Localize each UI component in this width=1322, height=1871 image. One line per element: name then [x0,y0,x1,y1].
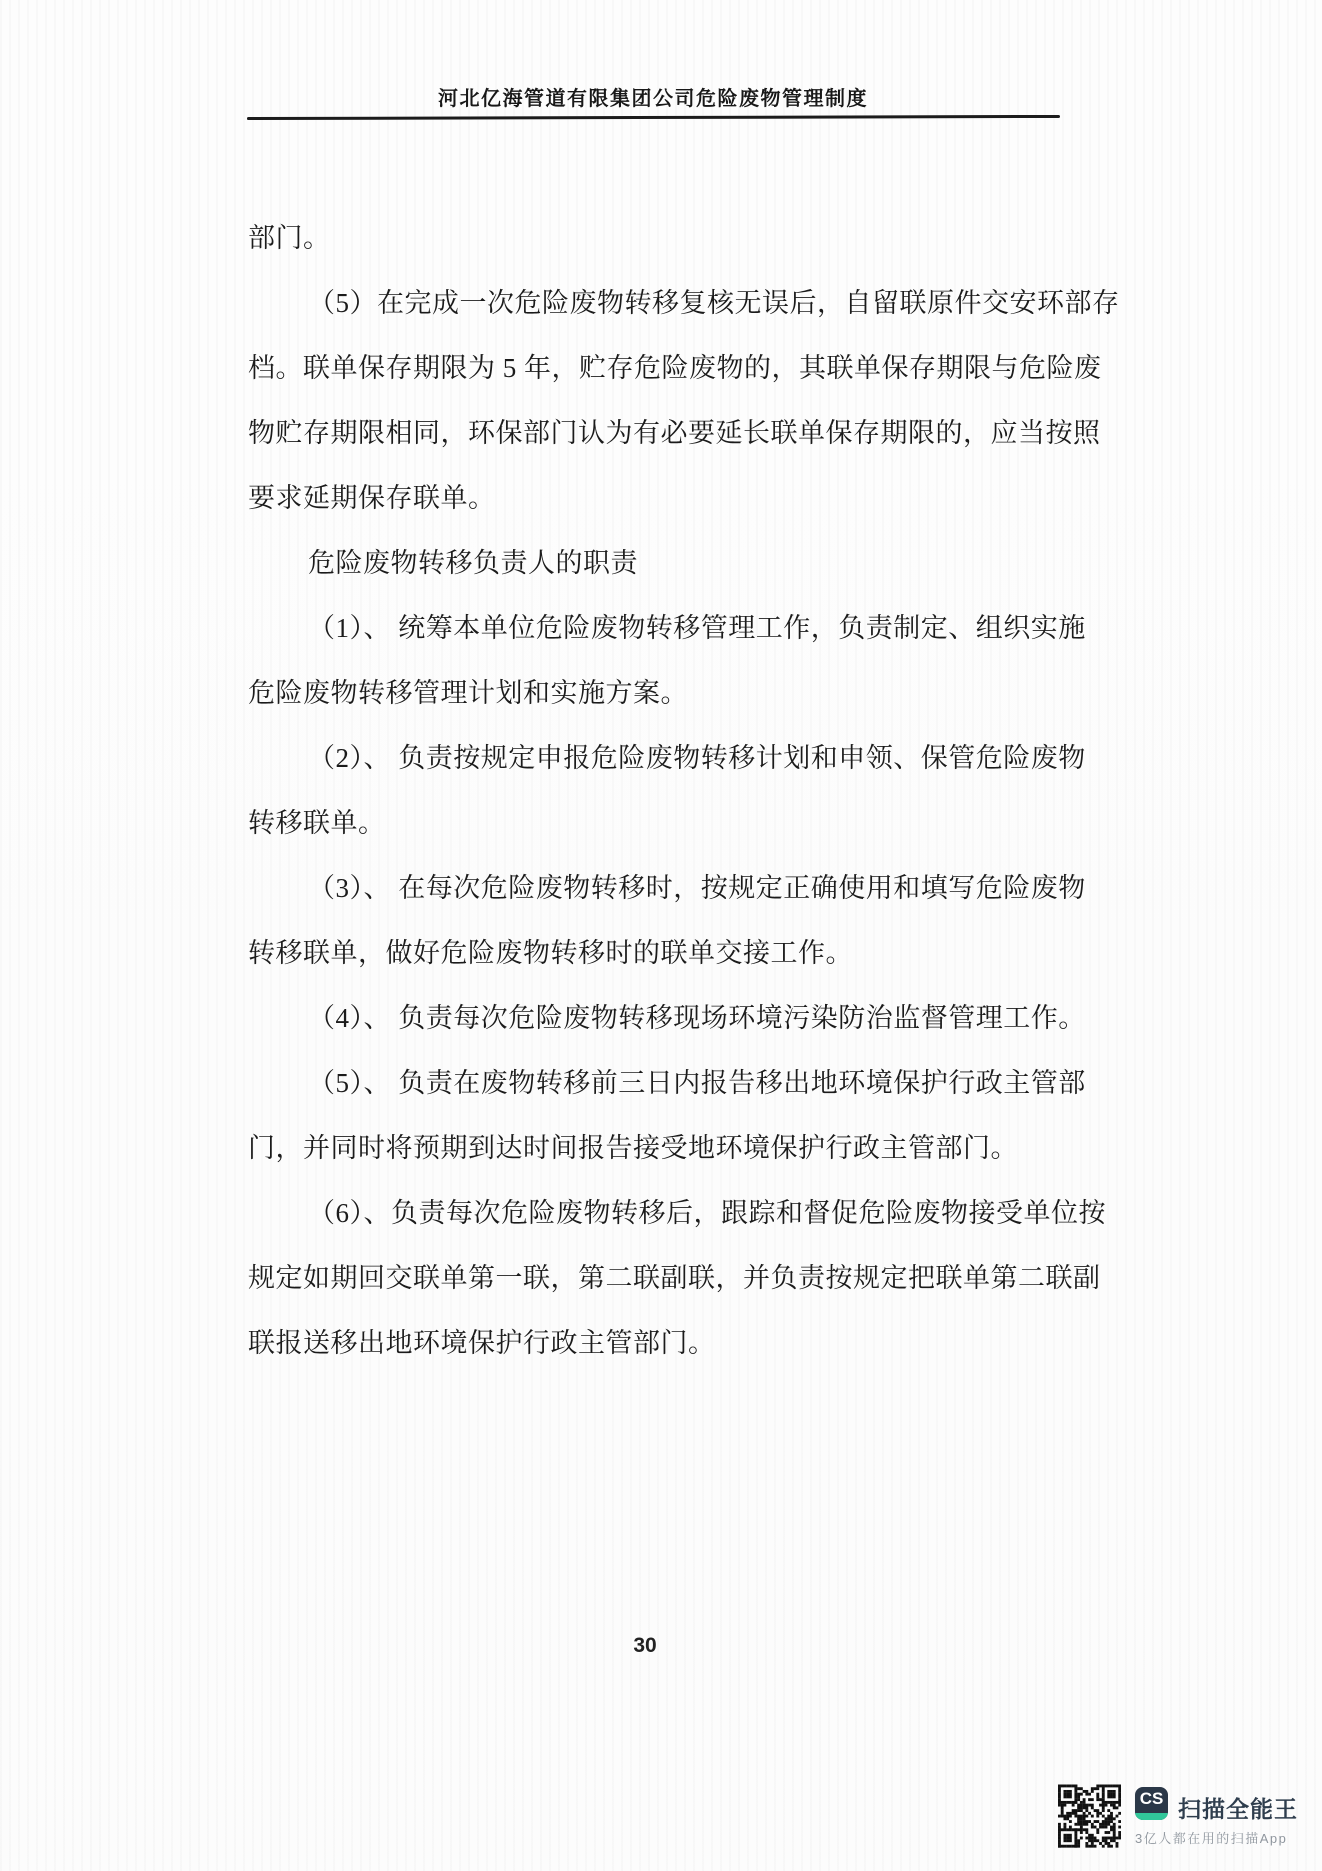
document-body [248,206,1122,1376]
camscanner-logo-icon [1135,1787,1168,1820]
text-line: 转移联单，做好危险废物转移时的联单交接工作。 [248,938,853,968]
qr-code-icon [1058,1783,1121,1849]
text-line: 档。联单保存期限为 5 年，贮存危险废物的，其联单保存期限与危险废 [248,353,1102,383]
text-line: （4）、 负责每次危险废物转移现场环境污染防治监督管理工作。 [308,1003,1086,1033]
text-line: （2）、 负责按规定申报危险废物转移计划和申领、保管危险废物 [308,743,1086,773]
header-rule-line [247,115,1060,120]
page-number: 30 [633,1634,657,1657]
text-line: （5）在完成一次危险废物转移复核无误后，自留联原件交安环部存 [308,288,1120,318]
text-line: 物贮存期限相同，环保部门认为有必要延长联单保存期限的，应当按照 [248,418,1101,448]
text-line: 危险废物转移负责人的职责 [308,548,638,578]
text-line: 转移联单。 [248,808,386,838]
camscanner-watermark [1058,1783,1298,1853]
text-line: （6）、负责每次危险废物转移后，跟踪和督促危险废物接受单位按 [308,1198,1106,1228]
camscanner-logo-accent-bar [1135,1813,1168,1820]
text-line: 部门。 [248,223,331,253]
camscanner-tagline: 3亿人都在用的扫描App [1135,1831,1288,1846]
page-header-title: 河北亿海管道有限集团公司危险废物管理制度 [438,88,868,110]
camscanner-app-name: 扫描全能王 [1178,1796,1298,1822]
text-line: （3）、 在每次危险废物转移时，按规定正确使用和填写危险废物 [308,873,1086,903]
text-line: 危险废物转移管理计划和实施方案。 [248,678,688,708]
text-line: （1）、 统筹本单位危险废物转移管理工作，负责制定、组织实施 [308,613,1086,643]
text-line: 联报送移出地环境保护行政主管部门。 [248,1328,716,1358]
text-line: （5）、 负责在废物转移前三日内报告移出地环境保护行政主管部 [308,1068,1086,1098]
text-line: 规定如期回交联单第一联，第二联副联，并负责按规定把联单第二联副 [248,1263,1101,1293]
text-line: 门，并同时将预期到达时间报告接受地环境保护行政主管部门。 [248,1133,1018,1163]
text-line: 要求延期保存联单。 [248,483,496,513]
camscanner-logo-text: CS [1139,1789,1164,1808]
